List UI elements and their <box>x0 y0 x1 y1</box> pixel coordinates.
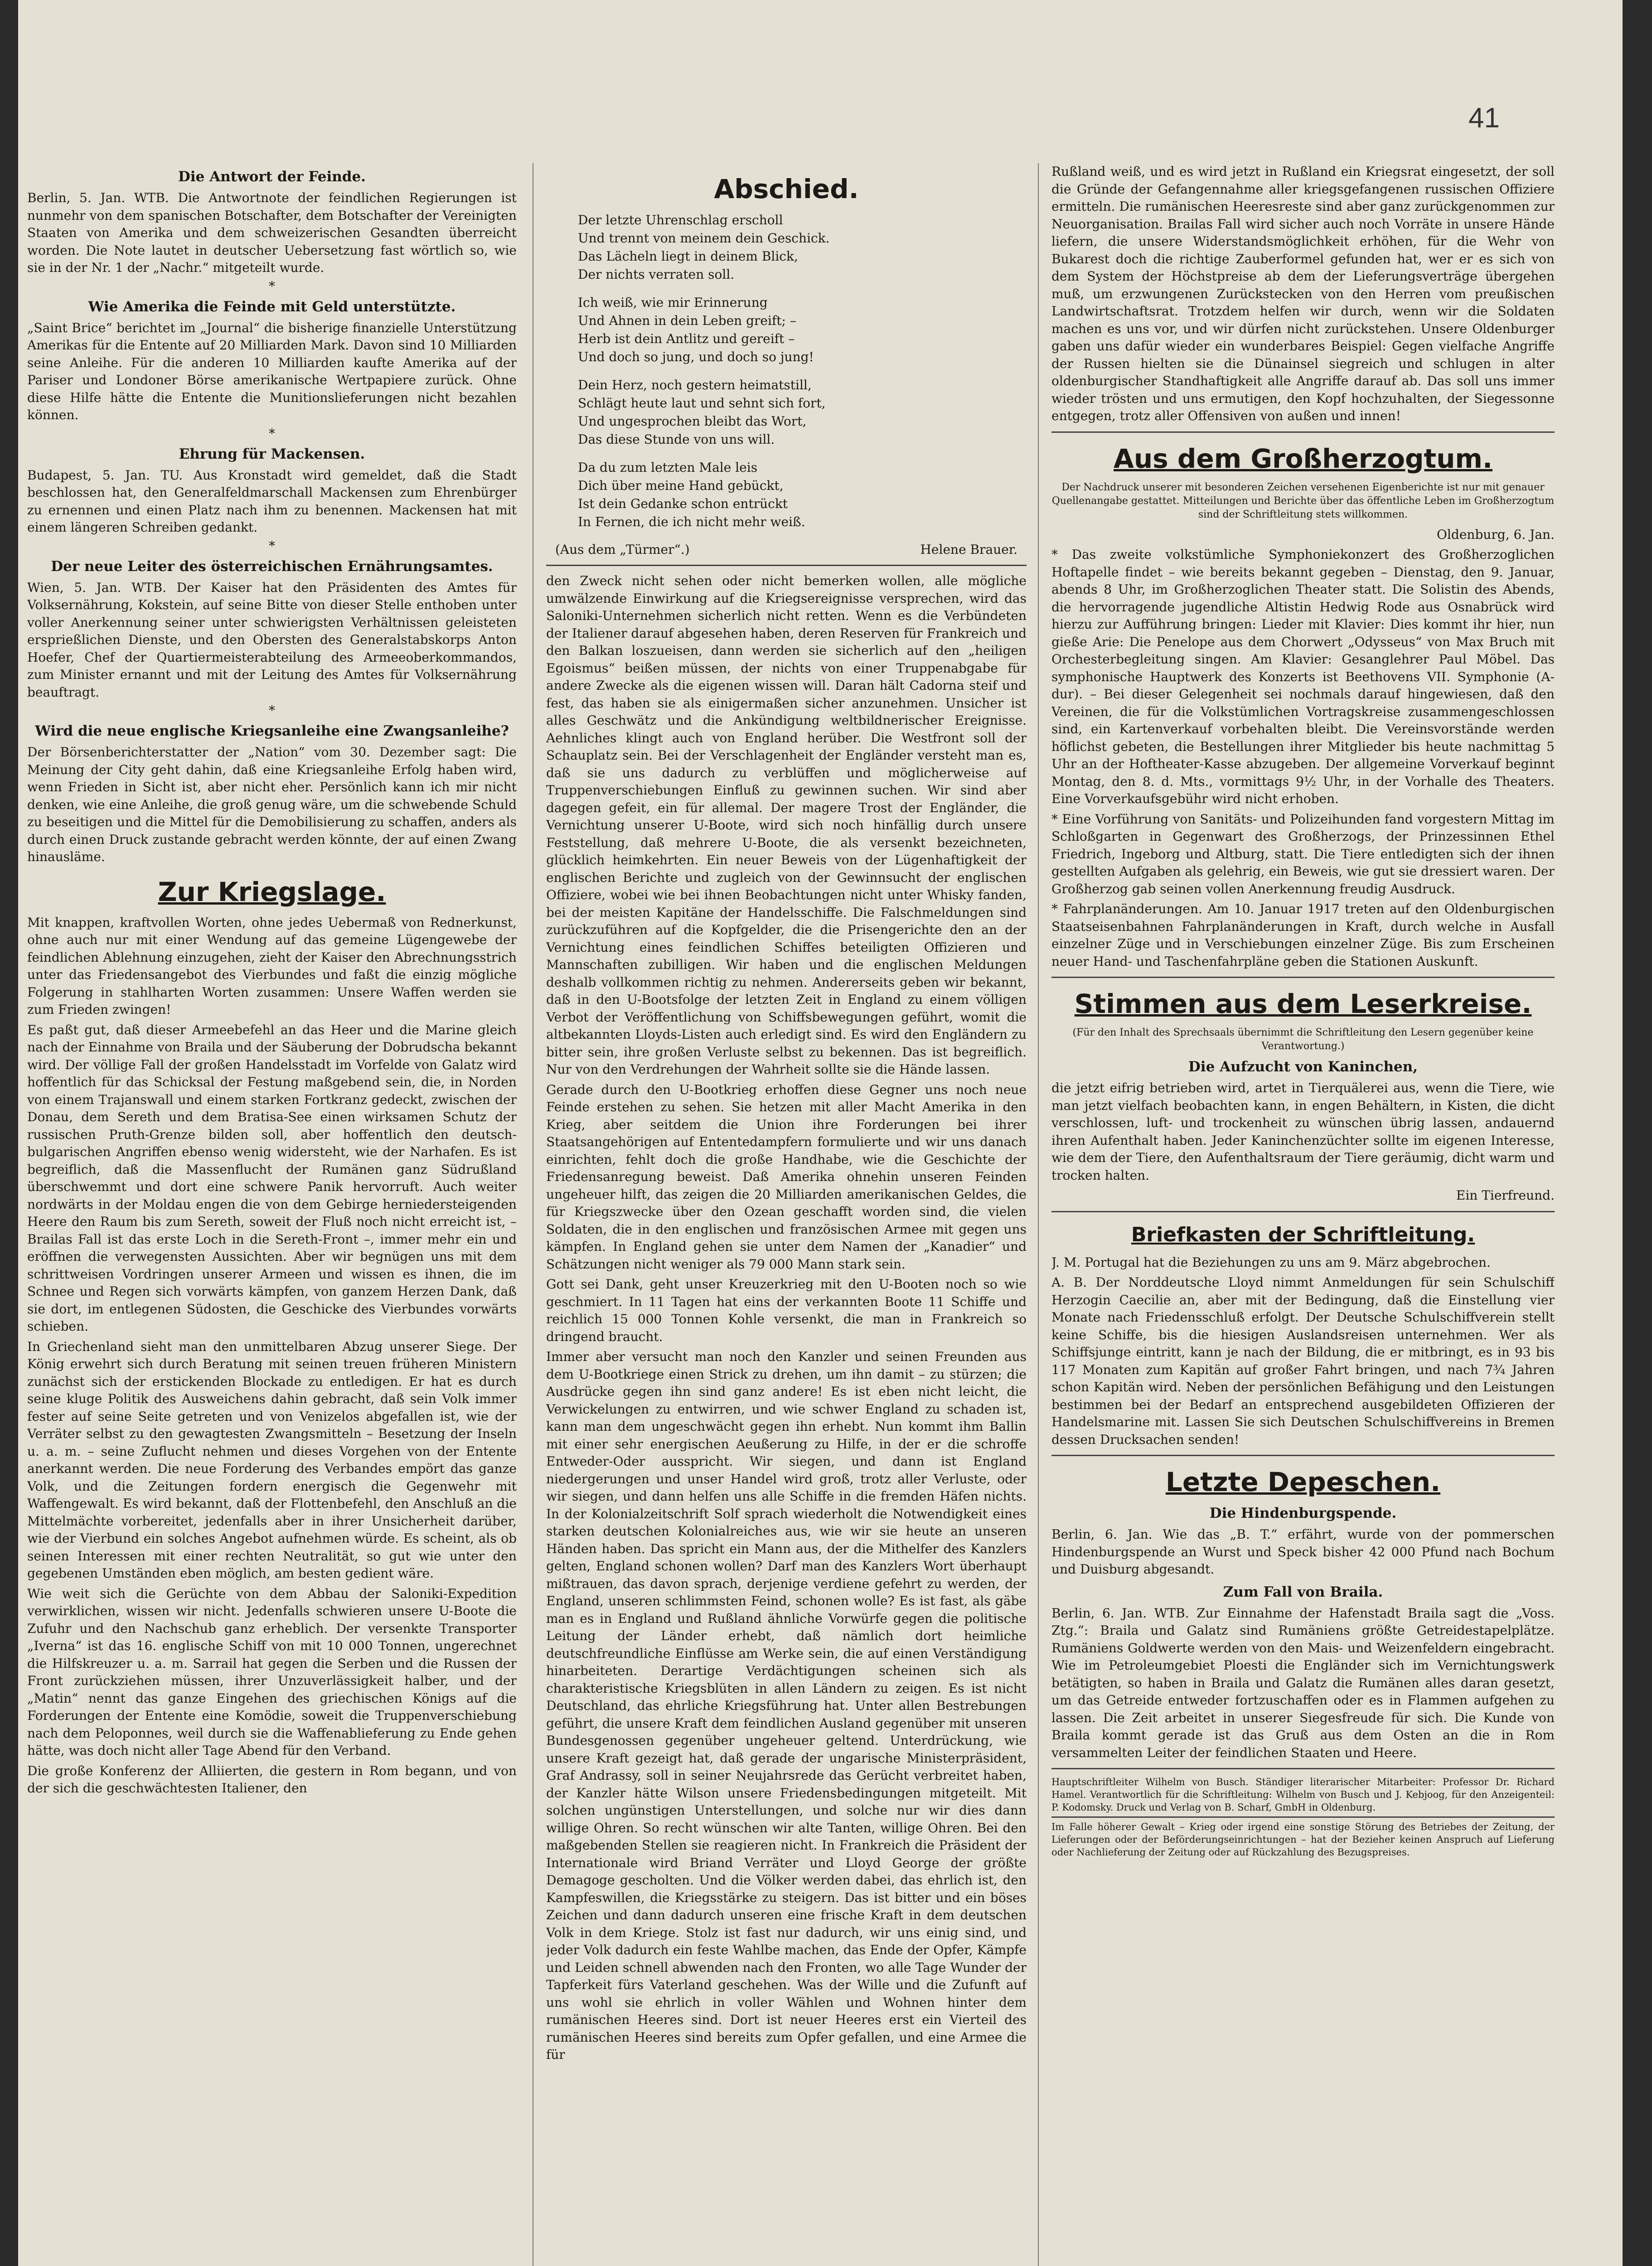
horizontal-rule <box>1051 1768 1555 1769</box>
poem-line: Dich über meine Hand gebückt, <box>578 478 784 493</box>
article-paragraph: Immer aber versucht man noch den Kanzler und seinen Freunden aus dem U-Bootkriege einen Strick zu drehen, um ihn damit – zu stürzen; die Ausdrücke gegen ihn sind ganz andere! Es ist eben nicht leicht, die Verwickelungen zu entwirren, und wie schwer England zu schaden ist, kann man dem ungeschwächt gegen ihn erhebt. Nun kommt ihm Ballin mit einer sehr energischen Aeußerung zu Hilfe, in der er die schroffe Entweder-Oder ausspricht. Wir siegen, und dann ist England niedergerungen und unser Handel wird groß, trotz aller Verluste, oder wir siegen, und dann helfen uns alle Schiffe in die fremden Häfen nichts. In der Kolonialzeitschrift Solf sprach wiederholt die Notwendigkeit eines starken deutschen Kolonialreiches aus, wie wir sie heute an unseren Händen haben. Das spricht ein Mann aus, der die Mithelfer des Kanzlers gelten, England schonen wollen? Darf man des Kanzlers Wort überhaupt mißtrauen, das davon sprach, derjenige verdiene gefehrt zu werden, der England, unseren schlimmsten Feind, schonen wolle? Es ist fast, als gäbe man es in England und Rußland ähnliche Vorwürfe gegen die politische Leitung der Länder erhebt, daß nämlich dort heimliche deutschfreundliche Einflüsse am Werke sein, die auf einen Verständigung hinarbeiteten. Derartige Verdächtigungen scheinen sich als charakteristische Kriegsblüten in allen Ländern zu zeigen. Es ist nicht Deutschland, das ehrliche Kriegsführung hat. Unter allen Bestrebungen geführt, die unsere Kraft dem feindlichen Ausland gegenüber mit unseren Bundesgenossen gegenüber ungeheuer geltend. Unterdrückung, wie unsere Kraft gezeigt hat, daß gerade der ungarische Ministerpräsident, Graf Andrassy, soll in seiner Neujahrsrede das Gerücht verbreitet haben, der Kanzler hätte Wilson unsere Friedensbedingungen mitgeteilt. Mit solchen ungünstigen Unterstellungen, und solche nur wir dies dann willige Ohren. So recht wünschen wir alte Tanten, willige Ohren. Bei den maßgebenden Stellen sie reagieren nicht. In Frankreich die Präsident der Internationale wird Briand Verräter und Lloyd George der größte Demagoge gescholten. Und die Völker werden dabei, das ehrlich ist, den Kampfeswillen, die Kriegsstärke zu steigern. Das ist bitter und ein böses Zeichen und dann dadurch unseren eine frische Kraft in dem deutschen Volk in dem Kriege. Stolz ist fast nur dadurch, wir uns einig sind, und jeder Volk dadurch ein feste Wahlbe machen, das Ende der Opfer, Kämpfe und Leiden schnell abwenden nach den Fronten, wo alle Tage Wunder der Tapferkeit fürs Vaterland geschehen. Was der Wille und die Zufunft auf uns wohl sie ehrlich in voller Wählen und Wohnen hinter dem rumänischen Heeres sind. Dort ist neuer Heeres erst ein Vierteil des rumänischen Heeres sind bereits zum Opfer gefallen, und eine Armee die für <box>546 1349 1027 2062</box>
poem-stanza <box>546 211 1027 284</box>
article-paragraph: den Zweck nicht sehen oder nicht bemerken wollen, alle mögliche umwälzende Einwirkung auf die Kriegsereignisse versprechen, wird das Saloniki-Unternehmen sicherlich nicht retten. Wenn es die Verbündeten der Italiener darauf abgesehen haben, deren Reserven für Frankreich und den Balkan loszueisen, dann werden sie sicherlich auf den „heiligen Egoismus“ beißen müssen, der nichts von einer Truppenabgabe für andere Zwecke als die eigenen wissen will. Daran hält Cadorna steif und fest, das haben sie als einigermaßen sicher anzunehmen. Unsicher ist alles Geschwätz und die Ankündigung weltbildnerischer Ereignisse. Aehnliches klingt auch von England herüber. Die Westfront soll der Schauplatz sein. Bei der Verschlagenheit der Engländer versteht man es, daß sie uns dadurch zu verblüffen und möglicherweise auf Truppenverschiebungen Einfluß zu gewinnen suchen. Wir sind aber dagegen gefeit, ein für allemal. Der magere Trost der Engländer, die Vernichtung unserer U-Boote, wird sich noch hinfällig durch unsere Feststellung, daß mehrere U-Boote, die als versenkt bezeichneten, glücklich heimkehrten. Ein neuer Beweis von der Lügenhaftigkeit der englischen Berichte und zugleich von der Gewinnsucht der englischen Offiziere, wobei wie bei ihnen Beobachtungen nicht unter Whisky fanden, bei der meisten Kapitäne der Handelsschiffe. Die Falschmeldungen sind zurückzuführen auf die Kopfgelder, die die Prisengerichte den an der Vernichtung eines feindlichen Schiffes beteiligten Offizieren und Mannschaften zubilligen. Wir haben und die englischen Meldungen deshalb vollkommen richtig zu nehmen. Andererseits geben wir bekannt, daß in den U-Bootsfolge der letzten Zeit in England zu einem völligen Verbot der Veröffentlichung von Schiffsbewegungen geführt, womit die altbekannten Lloyds-Listen auch erledigt sind. Es wird den Engländern zu bitter sein, ihre großen Verluste selbst zu bekennen. Das ist begreiflich. Nur von den Verdrehungen der Wahrheit sollte sie die Hände lassen. <box>546 573 1027 1077</box>
newspaper-page <box>18 0 1623 2266</box>
poem-credit <box>546 541 1027 558</box>
poem-line: Und trennt von meinem dein Geschick. <box>578 231 830 246</box>
poem-line: Das Lächeln liegt in deinem Blick, <box>578 249 798 264</box>
poem-line: Dein Herz, noch gestern heimatstill, <box>578 378 812 392</box>
section-headline: Aus dem Großherzogtum. <box>1114 443 1492 474</box>
article-paragraph: In Griechenland sieht man den unmittelbaren Abzug unserer Siege. Der König erwehrt sich durch Beratung mit seinen treuen früheren Ministern zunächst sich der erstickenden Blockade zu entledigen. Er hat es durch seine kluge Politik des Ausweichens dahin gebracht, daß sein Volk immer fester auf seine Seite getreten und von Venizelos abgefallen ist, wie der Verräter selbst zu den gewagtesten Zwangsmitteln – Besetzung der Inseln u. a. m. – seine Zuflucht nehmen und dieses Vorgehen von der Entente anerkannt werden. Die neue Forderung des Verbandes empört das ganze Volk, und die Zeitungen fordern energisch die Gegenwehr mit Waffengewalt. Es wird bekannt, daß der Flottenbefehl, den Anschluß an die Mittelmächte vorbereitet, jedenfalls aber in ihrer Unsicherheit darüber, wie der Vierbund ein solches Angebot aufnehmen würde. Es scheint, als ob seinen Interessen mit einer rechten Neutralität, so gut wie unter den gegebenen Umständen eben möglich, am besten gedient wäre. <box>27 1339 517 1581</box>
poem-line: Schlägt heute laut und sehnt sich fort, <box>578 396 826 411</box>
article-heading: Wird die neue englische Kriegsanleihe eine Zwangsanleihe? <box>35 723 509 739</box>
poem-source: (Aus dem „Türmer“.) <box>555 542 690 557</box>
page-number: 41 <box>1468 102 1500 134</box>
article-paragraph: „Saint Brice“ berichtet im „Journal“ die bisherige finanzielle Unterstützung Amerikas für die Entente auf 20 Milliarden Mark. Davon sind 10 Milliarden seine Anleihe. Für die anderen 10 Milliarden kaufte Amerika auf der Pariser und Londoner Börse amerikanische Wertpapiere zurück. Ohne diese Hilfe hätte die Entente die Munitionslieferungen nicht bezahlen können. <box>27 320 517 422</box>
section-headline: Zur Kriegslage. <box>158 876 386 907</box>
poem-line: Und Ahnen in dein Leben greift; – <box>578 313 796 328</box>
article-heading: Ehrung für Mackensen. <box>179 445 365 462</box>
mailbox-entry: J. M. Portugal hat die Beziehungen zu uns am 9. März abgebrochen. <box>1051 1254 1491 1270</box>
poem-line: In Fernen, die ich nicht mehr weiß. <box>578 514 805 529</box>
article-heading: Die Antwort der Feinde. <box>178 169 366 185</box>
section-note: (Für den Inhalt des Sprechsaals übernimmt die Schriftleitung den Lesern gegenüber keine Verantwortung.) <box>1072 1027 1534 1052</box>
poem-line: Ich weiß, wie mir Erinnerung <box>578 295 768 310</box>
article-paragraph: Die große Konferenz der Alliierten, die gestern in Rom begann, und von der sich die geschwächtesten Italiener, den <box>27 1763 517 1796</box>
column-left <box>27 163 517 2266</box>
poem-line: Der letzte Uhrenschlag erscholl <box>578 213 783 228</box>
poem-author: Helene Brauer. <box>920 542 1017 557</box>
article-paragraph: Der Börsenberichterstatter der „Nation“ vom 30. Dezember sagt: Die Meinung der City geht dahin, daß eine Kriegsanleihe Erfolg haben wird, wenn Frieden in Sicht ist, aber nicht eher. Persönlich kann ich mir nicht denken, wie eine Anleihe, die groß genug wäre, um die schwebende Schuld zu beseitigen und die Mittel für die Demobilisierung zu schaffen, anders als durch einen Druck zustande gebracht werden könnte, der auf einen Zwang hinausläme. <box>27 745 517 864</box>
separator: * <box>269 703 275 718</box>
article-paragraph: Wie weit sich die Gerüchte von dem Abbau der Saloniki-Expedition verwirklichen, wissen wir nicht. Jedenfalls schwieren unsere U-Boote die Zufuhr und den Nachschub ganz erheblich. Der versenkte Transporter „Iverna“ ist das 16. englische Schiff von mit 10 000 Tonnen, ungerechnet die Hilfskreuzer u. a. m. Sarrail hat gegen die Serben und die Russen der Front zurückziehen müssen, ihrer Unzuverlässigkeit halber, und der „Matin“ nennt das ganze Eingehen des griechischen Königs auf die Forderungen der Entente eine Komödie, soweit die Truppenverschiebung nach dem Peloponnes, weil durch sie die Waffenablieferung zu Ende gehen hätte, was doch nicht aller Tage Abend für den Verband. <box>27 1586 517 1758</box>
letter-body: die jetzt eifrig betrieben wird, artet in Tierquälerei aus, wenn die Tiere, wie man jetzt vielfach beobachten kann, in engen Behältern, in Kisten, die dicht verschlossen, luft- und trockenheit zu wünschen übrig lassen, andauernd ihren Aufenthalt haben. Jeder Kaninchenzüchter sollte im eigenen Interesse, wie dem der Tiere, den Aufenthaltsraum der Tiere geräumig, dicht warm und trocken halten. <box>1051 1080 1555 1183</box>
poem-line: Und ungesprochen bleibt das Wort, <box>578 414 807 429</box>
separator: * <box>269 538 275 553</box>
letter-signature: Ein Tierfreund. <box>1456 1188 1555 1203</box>
article-paragraph: Gerade durch den U-Bootkrieg erhoffen diese Gegner uns noch neue Feinde erstehen zu sehen. Sie hetzen mit aller Macht Amerika in den Krieg, aber seitdem die Union ihre Forderungen bei ihrer Staatsangehörigen auf Ententedampfern formulierte und wir uns danach einrichten, fehlt doch die große Handhabe, wie die Geschichte der Friedensanregung beweist. Daß Amerika ohnehin unseren Feinden ungeheuer hilft, das zeigen die 20 Milliarden amerikanischen Geldes, die für Kriegszwecke über den Ozean geschafft worden sind, die vielen Soldaten, die in den englischen und französischen Armee mit gegen uns kämpfen. In England gehen sie unter dem Namen der „Kanadier“ und Schätzungen nicht weniger als 79 000 Mann stark sein. <box>546 1082 1027 1272</box>
article-paragraph: Rußland weiß, und es wird jetzt in Rußland ein Kriegsrat eingesetzt, der soll die Gründe der Gefangennahme aller kriegsgefangenen russischen Offiziere ermitteln. Die rumänischen Heeresreste sind aber ganz zurückgenommen zur Neuorganisation. Brailas Fall wird sicher auch noch Vorräte in unsere Hände liefern, die unsere Widerstandsmöglichkeit erhöhen, für die Wehr von Bukarest doch die richtige Zauberformel gefunden hat, wer er es sich von dem System der Höchstpreise ab dem der Lieferungsverträge übergehen muß, um erzwungenen Zurückstecken von den Herren vom preußischen Landwirtschaftsrat. Trotzdem helfen wir durch, wenn wir die Soldaten machen es uns vor, und wir dürfen nicht zurückstehen. Unsere Oldenburger gaben uns dafür wieder ein wunderbares Beispiel: Gegen vielfache Angriffe der Russen hielten sie die Dünainsel siegreich und schlugen in alter oldenburgischer Standhaftigkeit alle Angriffe darauf ab. Das soll uns immer wieder trösten und uns ermutigen, den Kopf hochzuhalten, der Siegessonne entgegen, trotz aller Offensiven von außen und innen! <box>1051 164 1555 423</box>
section-headline: Stimmen aus dem Leserkreise. <box>1074 988 1532 1019</box>
article-heading: Wie Amerika die Feinde mit Geld unterstützte. <box>88 298 456 315</box>
article-paragraph: Es paßt gut, daß dieser Armeebefehl an das Heer und die Marine gleich nach der Einnahme von Braila und der Säuberung der Dobrudscha bekannt wird. Der völlige Fall der großen Handelsstadt im Vorfelde von Galatz wird hoffentlich für das Schicksal der Festung maßgebend sein, die, in Norden von einem Trajanswall und einem starken Fortkranz gedeckt, zwischen der Donau, dem Sereth und dem Bratisa-See einen wirksamen Schutz der russischen Pruth-Grenze bilden soll, aber hoffentlich den deutsch-bulgarischen Angriffen ebenso wenig widersteht, wie der Narhafen. Es ist begreiflich, daß die Massenflucht der Rumänen ganz Südrußland überschwemmt und dort eine schwere Panik hervorruft. Auch weiter nordwärts in der Moldau engen die von dem Gebirge herniedersteigenden Heere den Raum bis zum Sereth, soweit der Fluß noch nicht erreicht ist, – Brailas Fall ist das erste Loch in die Sereth-Front –, immer mehr ein und eröffnen die verwegensten Aussichten. Aber wir begnügen uns mit dem schrittweisen Vordringen unserer Armeen und wissen es ihnen, die im Schnee und Regen sich vorwärts kämpfen, von ganzem Herzen Dank, daß sie dort, im entlegenen Südosten, die Geschicke des Vierbundes vorwärts schieben. <box>27 1022 517 1334</box>
column-middle <box>546 163 1027 2266</box>
horizontal-rule <box>1051 1816 1555 1818</box>
force-majeure-note: Im Falle höherer Gewalt – Krieg oder irgend eine sonstige Störung des Betriebes der Zeitung, der Lieferungen oder der Beförderungseinrichtungen – hat der Bezieher keinen Anspruch auf Lieferung oder Nachlieferung der Zeitung oder auf Rückzahlung des Bezugspreises. <box>1051 1821 1555 1858</box>
horizontal-rule <box>1051 977 1555 978</box>
news-item: * Fahrplanänderungen. Am 10. Januar 1917 treten auf den Oldenburgischen Staatseisenbahnen Fahrplanänderungen in Kraft, durch welche in Ausfall einzelner Züge und in Verschiebungen einzelner Züge. Bis zum Erscheinen neuer Hand- und Taschenfahrpläne geben die Stationen Auskunft. <box>1051 901 1555 969</box>
dispatch-text: Berlin, 6. Jan. WTB. Zur Einnahme der Hafenstadt Braila sagt die „Voss. Ztg.“: Braila und Galatz sind Rumäniens größte Getreidestapelplätze. Rumäniens Goldwerte werden von den Mais- und Weizenfeldern eingebracht. Wie im Petroleumgebiet Ploesti die Engländer sich im Vernichtungswerk betätigten, so haben in Braila und Galatz die Rumänen alles daran gesetzt, um das Getreide entweder fortzuschaffen oder es in Flammen aufgehen zu lassen. Die Zeit arbeitet in unserer Siegesfreude für sich. Die Kunde von Braila kommt gerade ist das Gruß aus dem Osten an die in Rom versammelten Leiter der feindlichen Staaten und Heere. <box>1051 1605 1555 1760</box>
horizontal-rule <box>1051 1211 1555 1212</box>
section-headline: Briefkasten der Schriftleitung. <box>1131 1223 1475 1246</box>
dispatch-heading: Die Hindenburgspende. <box>1209 1505 1397 1521</box>
article-paragraph: Wien, 5. Jan. WTB. Der Kaiser hat den Präsidenten des Amtes für Volksernährung, Kokstein, auf seine Bitte von dieser Stelle enthoben unter voller Anerkennung seiner unter schwierigsten Verhältnissen geleisteten ersprießlichen Dienste, und den Obersten des Generalstabskorps Anton Hoefer, Chef der Quartiermeisterabteilung des Armeeoberkommandos, zum Minister ernannt und mit der Leitung des Amtes für Volksernährung beauftragt. <box>27 580 517 700</box>
news-item: * Das zweite volkstümliche Symphoniekonzert des Großherzoglichen Hoftapelle findet – wie bereits bekannt gegeben – Dienstag, den 9. Januar, abends 8 Uhr, im Großherzoglichen Theater statt. Die Solistin des Abends, die hervorragende jugendliche Altistin Hedwig Rode aus Osnabrück wird hierzu zur Aufführung bringen: Lieder mit Klavier: Dies kommt ihr hier, nun gieße Arie: Die Penelope aus dem Chorwert „Odysseus“ von Max Bruch mit Orchesterbegleitung singen. Am Klavier: Gesanglehrer Paul Möbel. Das symphonische Hauptwerk des Konzerts ist Beethovens VII. Symphonie (A-dur). – Bei dieser Gelegenheit sei nochmals darauf hingewiesen, daß den Vereinen, die für die Volkstümlichen Vortragskreise zusammengeschlossen sind, ein Kartenverkauf vorbehalten bleibt. Die Vereinsvorstände werden höflichst gebeten, die Bestellungen ihrer Mitglieder bis heute nachmittag 5 Uhr an der Hoftheater-Kasse abzugeben. Der allgemeine Vorverkauf beginnt Montag, den 8. d. Mts., vormittags 9½ Uhr, in der Vorhalle des Theaters. Eine Vorverkaufsgebühr wird nicht erhoben. <box>1051 547 1555 806</box>
poem <box>546 211 1027 531</box>
poem-stanza <box>546 459 1027 531</box>
section-headline: Letzte Depeschen. <box>1165 1467 1441 1497</box>
article-heading: Der neue Leiter des österreichischen Ernährungsamtes. <box>51 558 493 575</box>
horizontal-rule <box>546 565 1027 566</box>
dateline: Oldenburg, 6. Jan. <box>1437 527 1555 542</box>
dispatch-heading: Zum Fall von Braila. <box>1223 1583 1383 1600</box>
article-paragraph: Mit knappen, kraftvollen Worten, ohne jedes Uebermaß von Rednerkunst, ohne auch nur mit einer Wendung auf das gemeine Lügengewebe der feindlichen Ablehnung einzugehen, zieht der Kaiser den Abrechnungsstrich unter das Friedensangebot des Vierbundes und faßt die einzig mögliche Folgerung in stahlharten Worten zusammen: Unsere Waffen werden sie zum Frieden zwingen! <box>27 915 517 1017</box>
poem-line: Da du zum letzten Male leis <box>578 460 758 475</box>
mailbox-entry: A. B. Der Norddeutsche Lloyd nimmt Anmeldungen für sein Schulschiff Herzogin Caecilie an, aber mit der Bedingung, daß die Einstellung vier Monate nach Friedensschluß erfolgt. Der Deutsche Schulschiffverein stellt keine Schiffe, bis die hiesigen Auslandsreisen unternehmen. Wer als Schiffsjunge eintritt, kann je nach der Bildung, die er mitbringt, es in 93 bis 117 Monaten zum Kapitän auf großer Fahrt bringen, und nach 7¾ Jahren schon Kapitän wird. Neben der persönlichen Befähigung und den Leistungen bestimmen bei der Bedarf an entsprechend ausgebildeten Offizieren der Handelsmarine mit. Lassen Sie sich Deutschen Schulschiffvereins in Bremen dessen Drucksachen senden! <box>1051 1275 1555 1447</box>
news-item: * Eine Vorführung von Sanitäts- und Polizeihunden fand vorgestern Mittag im Schloßgarten in Gegenwart des Großherzogs, der Prinzessinnen Ethel Friedrich, Ingeborg und Altburg, statt. Die Tiere entledigten sich der ihnen gestellten Aufgaben als gelehrig, ein Beweis, wie gut sie dressiert waren. Der Großherzog gab seinen vollen Anerkennung freudig Ausdruck. <box>1051 811 1555 896</box>
poem-line: Und doch so jung, und doch so jung! <box>578 349 814 364</box>
horizontal-rule <box>1051 1455 1555 1456</box>
separator: * <box>269 278 275 294</box>
horizontal-rule <box>1051 431 1555 433</box>
poem-stanza <box>546 294 1027 366</box>
section-note: Der Nachdruck unserer mit besonderen Zeichen versehenen Eigenberichte ist nur mit genauer Quellenangabe gestattet. Mitteilungen und Berichte über das öffentliche Leben im Großherzogtum sind der Schriftleitung stets willkommen. <box>1051 481 1555 520</box>
poem-stanza <box>546 376 1027 449</box>
poem-line: Herb ist dein Antlitz und gereift – <box>578 331 795 346</box>
poem-line: Der nichts verraten soll. <box>578 267 735 282</box>
dispatch-text: Berlin, 6. Jan. Wie das „B. T.“ erfährt, wurde von der pommerschen Hindenburgspende an Wurst und Speck bisher 42 000 Pfund nach Bochum und Duisburg abgesandt. <box>1051 1527 1555 1577</box>
poem-title: Abschied. <box>714 174 859 204</box>
letter-heading: Die Aufzucht von Kaninchen, <box>1188 1059 1418 1075</box>
imprint: Hauptschriftleiter Wilhelm von Busch. Ständiger literarischer Mitarbeiter: Professor Dr. Richard Hamel. Verantwortlich für die Schriftleitung: Wilhelm von Busch und J. Kebjoog, für den Anzeigenteil: P. Kodomsky. Druck und Verlag von B. Scharf, GmbH in Oldenburg. <box>1051 1777 1555 1813</box>
article-paragraph: Gott sei Dank, geht unser Kreuzerkrieg mit den U-Booten noch so wie geschmiert. In 11 Tagen hat eins der verkannten Boote 11 Schiffe und reichlich 15 000 Tonnen Kohle versenkt, die man in Frankreich so dringend braucht. <box>546 1277 1027 1344</box>
article-paragraph: Budapest, 5. Jan. TU. Aus Kronstadt wird gemeldet, daß die Stadt beschlossen hat, den Generalfeldmarschall Mackensen zum Ehrenbürger zu ernennen und einen Platz nach ihm zu benennen. Mackensen hat mit einem längeren Schreiben gedankt. <box>27 467 517 535</box>
separator: * <box>269 426 275 441</box>
column-divider <box>1038 163 1039 2266</box>
column-right <box>1051 163 1555 2266</box>
poem-line: Das diese Stunde von uns will. <box>578 432 775 447</box>
poem-line: Ist dein Gedanke schon entrückt <box>578 496 788 511</box>
article-paragraph: Berlin, 5. Jan. WTB. Die Antwortnote der feindlichen Regierungen ist nunmehr von dem spanischen Botschafter, dem Botschafter der Vereinigten Staaten von Amerika und dem schweizerischen Gesandten überreicht worden. Die Note lautet in deutscher Uebersetzung fast wörtlich so, wie sie in der Nr. 1 der „Nachr.“ mitgeteilt wurde. <box>27 190 517 275</box>
